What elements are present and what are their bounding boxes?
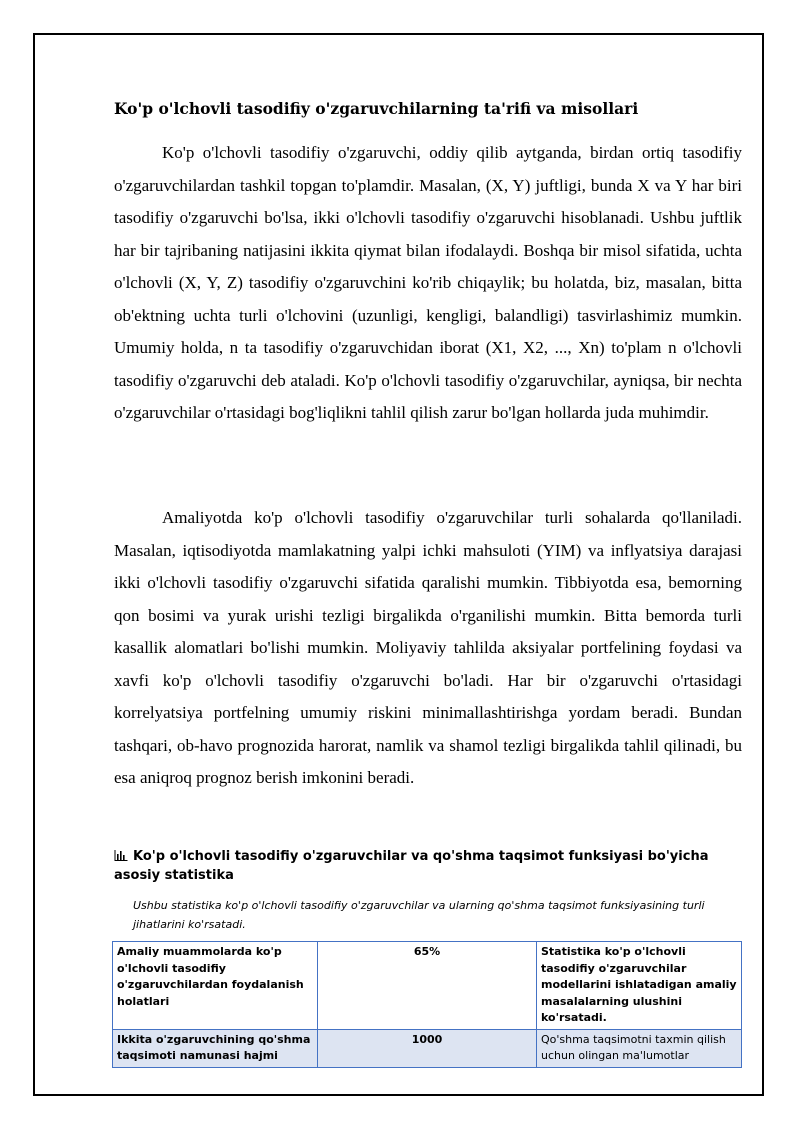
table-row: [113, 942, 742, 1030]
table-row: [113, 1029, 742, 1067]
row-description: Qo'shma taqsimotni taxmin qilish uchun olingan ma'lumotlar: [537, 1029, 742, 1067]
bar-chart-icon: [114, 848, 128, 859]
statistics-heading: [114, 847, 744, 885]
row-label: Ikkita o'zgaruvchining qo'shma taqsimoti namunasi hajmi: [113, 1029, 318, 1067]
row-value: 1000: [318, 1029, 537, 1067]
row-description: Statistika ko'p o'lchovli tasodifiy o'zgaruvchilar modellarini ishlatadigan amaliy masalalarning ulushini ko'rsatadi.: [537, 942, 742, 1030]
row-label: Amaliy muammolarda ko'p o'lchovli tasodifiy o'zgaruvchilardan foydalanish holatlari: [113, 942, 318, 1030]
paragraph-definition: Ko'p o'lchovli tasodifiy o'zgaruvchi, oddiy qilib aytganda, birdan ortiq tasodifiy o'zgaruvchilardan tashkil topgan to'plamdir. Masalan, (X, Y) juftligi, bunda X va Y har biri tasodifiy o'zgaruvchi bo'lsa, ikki o'lchovli tasodifiy o'zgaruvchi hisoblanadi. Ushbu juftlik har bir tajribaning natijasini ikkita qiymat bilan ifodalaydi. Boshqa bir misol sifatida, uchta o'lchovli (X, Y, Z) tasodifiy o'zgaruvchini ko'rib chiqaylik; bu holatda, biz, masalan, bitta ob'ektning uchta turli o'lchovini (uzunligi, kengligi, balandligi) tasvirlashimiz mumkin. Umumiy holda, n ta tasodifiy o'zgaruvchidan iborat (X1, X2, ..., Xn) to'plam n o'lchovli tasodifiy o'zgaruvchi deb ataladi. Ko'p o'lchovli tasodifiy o'zgaruvchilar, ayniqsa, bir nechta o'zgaruvchilar o'rtasidagi bog'liqlikni tahlil qilish zarur bo'lgan hollarda juda muhimdir.: [114, 143, 742, 422]
statistics-caption: Ushbu statistika ko'p o'lchovli tasodifiy o'zgaruvchilar va ularning qo'shma taqsimot funksiyasining turli jihatlarini ko'rsatadi.: [133, 899, 705, 931]
statistics-table: [112, 941, 742, 1068]
row-value: 65%: [318, 942, 537, 1030]
section-title: Ko'p o'lchovli tasodifiy o'zgaruvchilarning ta'rifi va misollari: [114, 99, 639, 118]
statistics-heading-text: Ko'p o'lchovli tasodifiy o'zgaruvchilar va qo'shma taqsimot funksiyasi bo'yicha asosiy statistika: [114, 849, 709, 883]
paragraph-applications: Amaliyotda ko'p o'lchovli tasodifiy o'zgaruvchilar turli sohalarda qo'llaniladi. Masalan, iqtisodiyotda mamlakatning yalpi ichki mahsuloti (YIM) va inflyatsiya darajasi ikki o'lchovli tasodifiy o'zgaruvchi sifatida qaralishi mumkin. Tibbiyotda esa, bemorning qon bosimi va yurak urishi tezligi birgalikda o'rganilishi mumkin. Bitta bemorda turli kasallik alomatlari bo'lishi mumkin. Moliyaviy tahlilda aksiyalar portfelining foydasi va xavfi ko'p o'lchovli tasodifiy o'zgaruvchi bo'ladi. Har bir o'zgaruvchi o'rtasidagi korrelyatsiya portfelning umumiy riskini minimallashtirishga yordam beradi. Bundan tashqari, ob-havo prognozida harorat, namlik va shamol tezligi birgalikda tahlil qilinadi, bu esa aniqroq prognoz berish imkonini beradi.: [114, 508, 742, 787]
